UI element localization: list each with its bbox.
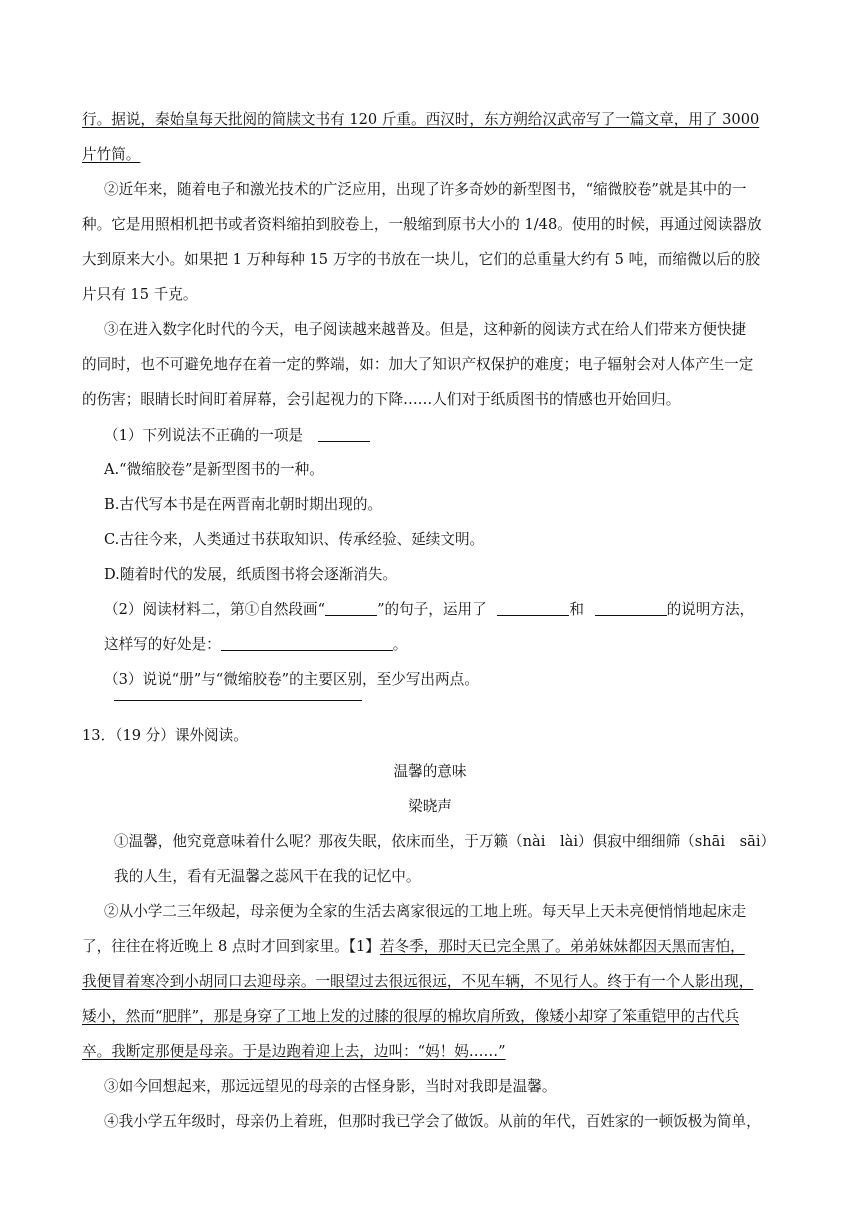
paragraph-2-line: ②近年来，随着电子和激光技术的广泛应用，出现了许多奇妙的新型图书，“缩微胶卷”就是其中的一 [104,181,747,198]
paragraph-3-line: 的同时，也不可避免地存在着一定的弊端，如：加大了知识产权保护的难度；电子辐射会对人体产生一定 [82,356,754,373]
option-c: C.古往今来，人类通过书获取知识、传承经验、延续文明。 [104,531,485,548]
underlined-text: 若冬季，那时天已完全黑了。弟弟妹妹都因天黑而害怕， [379,938,745,955]
article-author: 梁晓声 [408,798,452,815]
text-line: 片竹简。 [82,146,141,163]
article-paragraph-2-line: ②从小学二三年级起，母亲便为全家的生活去离家很远的工地上班。每天早上天未亮便悄悄地起床走 [104,903,747,920]
article-paragraph-1-line: 我的人生，看有无温馨之蕊风干在我的记忆中。 [114,868,421,885]
underlined-text: 我便冒着寒冷到小胡同口去迎母亲。一眼望过去很远很远，不见车辆，不见行人。终于有一个人影出现， [82,973,754,990]
question-2-text: 和 [569,601,584,618]
question-3-prompt: （3）说说“册”与“微缩胶卷”的主要区别，至少写出两点。 [104,671,479,688]
question-2 [104,600,754,620]
article-paragraph-4-line: ④我小学五年级时，母亲仍上着班，但那时我已学会了做饭。从前的年代，百姓家的一顿饭极为简单， [104,1113,761,1130]
article-text: 了，往往在将近晚上 8 点时才回到家里。【1】 [82,938,380,955]
question-13-header: 13．（19 分）课外阅读。 [82,727,248,744]
paragraph-3-line: 的伤害；眼睛长时间盯着屏幕，会引起视力的下降……人们对于纸质图书的情感也开始回归。 [82,391,681,408]
paragraph-2-line: 片只有 15 千克。 [82,286,198,303]
answer-blank[interactable] [595,601,667,616]
question-2-text: ”的句子，运用了 [377,601,487,618]
underlined-text: 矮小，然而“肥胖”，那是身穿了工地上发的过膝的很厚的棉坎肩所致，像矮小却穿了笨重铠甲的古代兵 [82,1008,740,1025]
article-paragraph-1-line: ①温馨，他究竟意味着什么呢？那夜失眠，依床而坐，于万籁（nài lài）俱寂中细细筛（shāi sāi） [114,833,776,850]
answer-blank[interactable] [325,601,377,616]
answer-line[interactable] [114,700,362,701]
underlined-text: 卒。我断定那便是母亲。于是边跑着迎上去，边叫：“妈！妈……” [82,1043,506,1060]
paragraph-3-line: ③在进入数字化时代的今天，电子阅读越来越普及。但是，这种新的阅读方式在给人们带来方便快捷 [104,321,747,338]
answer-blank[interactable] [497,601,569,616]
question-2-line2 [104,635,407,655]
question-2-text: 的说明方法， [666,601,755,618]
option-d: D.随着时代的发展，纸质图书将会逐渐消失。 [104,566,398,583]
option-a: A.“微缩胶卷”是新型图书的一种。 [104,461,324,478]
question-2-text: 这样写的好处是： [104,636,221,653]
paragraph-2-line: 大到原来大小。如果把 1 万种每种 15 万字的书放在一块儿，它们的总重量大约有 5 吨，而缩微以后的胶 [82,251,760,268]
answer-blank[interactable] [318,427,370,442]
question-2-text: 。 [392,636,408,653]
answer-blank[interactable] [221,636,393,651]
article-paragraph-3-line: ③如今回想起来，那远远望见的母亲的古怪身影，当时对我即是温馨。 [104,1078,557,1095]
text-line: 行。据说，秦始皇每天批阅的简牍文书有 120 斤重。西汉时，东方朔给汉武帝写了一篇文章，用了 3000 [82,111,760,128]
question-1-prompt: （1）下列说法不正确的一项是 [104,427,304,444]
question-1 [104,426,370,446]
option-b: B.古代写本书是在两晋南北朝时期出现的。 [104,496,383,513]
question-2-text: （2）阅读材料二，第①自然段画“ [104,601,326,618]
article-paragraph-2-line [82,937,745,957]
article-title: 温馨的意味 [393,763,467,780]
paragraph-2-line: 种。它是用照相机把书或者资料缩拍到胶卷上，一般缩到原书大小的 1/48。使用的时候，再通过阅读器放 [82,216,762,233]
